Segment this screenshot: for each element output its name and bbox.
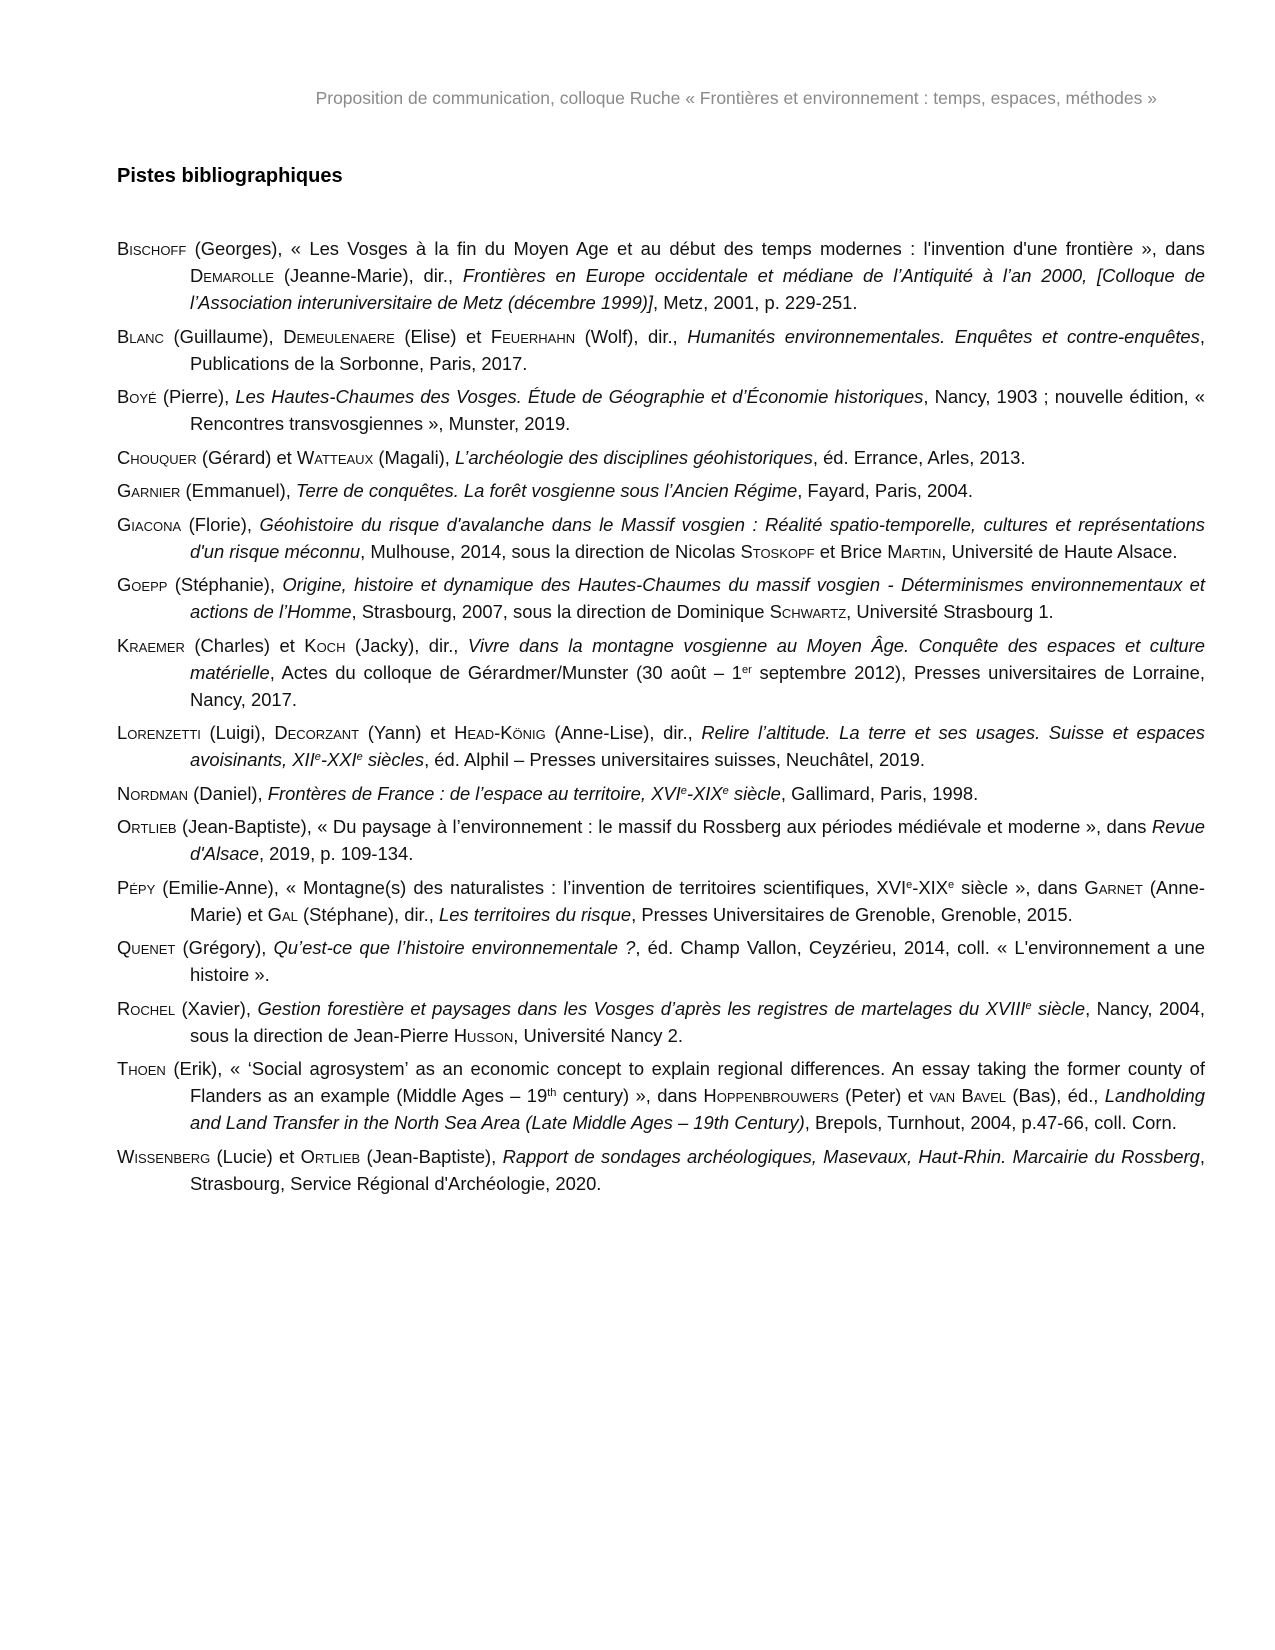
entry-text-segment: (Pierre), xyxy=(156,386,236,407)
entry-text-segment: Relire l’altitude. La terre et ses usages. Suisse et espaces avoisinants, XII xyxy=(190,722,1206,770)
entry-text-segment: century) », dans xyxy=(556,1085,704,1106)
entry-text-segment: Ortlieb xyxy=(300,1145,361,1167)
entry-text-segment: (Stéphanie), xyxy=(167,574,283,595)
entry-text-segment: , 2019, p. 109-134. xyxy=(258,843,414,864)
entry-text-segment: , Metz, 2001, p. 229-251. xyxy=(653,292,858,313)
bibliography-entry xyxy=(117,780,1205,807)
entry-text-segment: (Xavier), xyxy=(175,997,258,1019)
entry-text-segment: Demeulenaere xyxy=(283,325,395,347)
entry-text-segment: Gal xyxy=(267,903,298,925)
section-title: Pistes bibliographiques xyxy=(117,165,343,187)
entry-text-segment: L’archéologie des disciplines géohistoriques xyxy=(455,446,813,468)
entry-text-segment: th xyxy=(547,1087,557,1099)
bibliography-entry xyxy=(117,235,1205,316)
entry-text-segment: e xyxy=(722,784,729,797)
entry-text-segment: siècle », dans xyxy=(954,876,1085,898)
entry-text-segment: (Gérard) et xyxy=(196,446,297,468)
entry-text-segment: (Jean-Baptiste), xyxy=(360,1145,503,1167)
entry-text-segment: Husson xyxy=(453,1024,514,1046)
bibliography-entry xyxy=(117,323,1205,377)
bibliography-entry xyxy=(117,934,1205,988)
entry-text-segment: (Peter) et xyxy=(838,1085,930,1106)
entry-text-segment: Demarolle xyxy=(190,265,275,286)
entry-text-segment: -XIX xyxy=(686,782,723,804)
entry-text-segment: van Bavel xyxy=(929,1085,1007,1106)
entry-text-segment: Humanités environnementales. Enquêtes et contre-enquêtes xyxy=(687,325,1200,347)
entry-text-segment: siècle xyxy=(1031,997,1086,1019)
entry-text-segment: Pépy xyxy=(117,876,156,898)
entry-text-segment: , Mulhouse, 2014, sous la direction de Nicolas xyxy=(360,540,741,562)
entry-text-segment: , Université Nancy 2. xyxy=(513,1024,683,1046)
entry-text-segment: e xyxy=(1025,999,1032,1012)
entry-text-segment: , Gallimard, Paris, 1998. xyxy=(780,782,979,804)
entry-text-segment: , éd. Champ Vallon, Ceyzérieu, 2014, coll. « L'environnement a une histoire ». xyxy=(190,937,1205,985)
entry-text-segment: Gestion forestière et paysages dans les Vosges d’après les registres de martelages du XVIII xyxy=(257,997,1026,1019)
bibliography-entry xyxy=(117,477,1205,504)
entry-text-segment: (Jeanne-Marie), dir., xyxy=(274,265,463,286)
entry-text-segment: Vivre dans la montagne vosgienne au Moyen Âge. Conquête des espaces et culture matérielle xyxy=(190,634,1205,683)
entry-text-segment: siècles xyxy=(362,749,425,770)
entry-text-segment: Origine, histoire et dynamique des Hautes-Chaumes du massif vosgien - Déterminismes environnementaux et actions de l’Homme xyxy=(190,574,1205,622)
bibliography-entry xyxy=(117,632,1205,713)
entry-text-segment: , Université de Haute Alsace. xyxy=(941,540,1178,562)
entry-text-segment: (Bas), éd., xyxy=(1006,1085,1105,1106)
entry-text-segment: Decorzant xyxy=(274,722,360,743)
entry-text-segment: Garnet xyxy=(1084,876,1143,898)
entry-text-segment: (Erik), « ‘Social agrosystem’ as an economic concept to explain regional differences. An essay taking the former county of Flanders as an example (Middle Ages – 19 xyxy=(165,1058,1205,1106)
entry-text-segment: , Nancy, 1903 ; nouvelle édition, « Rencontres transvosgiennes », Munster, 2019. xyxy=(190,386,1205,434)
entry-text-segment: Schwartz xyxy=(769,601,847,622)
entry-text-segment: Revue d'Alsace xyxy=(190,816,1205,864)
entry-text-segment: , éd. Errance, Arles, 2013. xyxy=(812,446,1026,468)
entry-text-segment: (Florie), xyxy=(181,513,260,535)
page-header: Proposition de communication, colloque Ruche « Frontières et environnement : temps, espaces, méthodes » xyxy=(315,88,1157,108)
entry-text-segment: siècle xyxy=(728,782,781,804)
bibliography-entry xyxy=(117,383,1205,437)
entry-text-segment: Wissenberg xyxy=(117,1145,211,1167)
entry-text-segment: (Jean-Baptiste), « Du paysage à l’environnement : le massif du Rossberg aux périodes médiévale et moderne », dans xyxy=(176,816,1152,837)
entry-text-segment: Stoskopf xyxy=(740,540,815,562)
entry-text-segment: Ortlieb xyxy=(117,816,177,837)
entry-text-segment: -XIX xyxy=(912,876,948,898)
entry-text-segment: (Yann) et xyxy=(359,722,455,743)
bibliography-entry xyxy=(117,1055,1205,1136)
entry-text-segment: Boyé xyxy=(117,386,157,407)
entry-text-segment: Frontères de France : de l’espace au territoire, XVI xyxy=(267,782,681,804)
entry-text-segment: , Presses Universitaires de Grenoble, Grenoble, 2015. xyxy=(631,903,1073,925)
bibliography-entry xyxy=(117,995,1205,1049)
bibliography-entry xyxy=(117,874,1205,928)
entry-text-segment: (Charles) et xyxy=(184,634,305,656)
entry-text-segment: Goepp xyxy=(117,574,168,595)
entry-text-segment: Chouquer xyxy=(117,446,197,468)
bibliography-entry xyxy=(117,1143,1205,1197)
entry-text-segment: , Nancy, 2004, sous la direction de Jean-Pierre xyxy=(190,997,1205,1046)
entry-text-segment: (Daniel), xyxy=(188,782,268,804)
entry-text-segment: (Jacky), dir., xyxy=(345,634,468,656)
entry-text-segment: (Anne-Marie) et xyxy=(190,876,1205,925)
entry-text-segment: , Actes du colloque de Gérardmer/Munster (30 août – 1 xyxy=(269,661,743,683)
entry-text-segment: Quenet xyxy=(117,937,176,958)
entry-text-segment: (Luigi), xyxy=(200,722,275,743)
entry-text-segment: Koch xyxy=(304,634,346,656)
entry-text-segment: (Emmanuel), xyxy=(180,480,296,501)
entry-text-segment: , Strasbourg, 2007, sous la direction de Dominique xyxy=(351,601,770,622)
entry-text-segment: (Wolf), dir., xyxy=(575,325,688,347)
bibliography-entry xyxy=(117,813,1205,867)
entry-text-segment: (Georges), « Les Vosges à la fin du Moyen Age et au début des temps modernes : l'invention d'une frontière », dans xyxy=(186,238,1205,259)
entry-text-segment: Blanc xyxy=(117,325,164,347)
entry-text-segment: e xyxy=(680,784,687,797)
entry-text-segment: Rochel xyxy=(117,997,176,1019)
bibliography-entry xyxy=(117,719,1205,773)
entry-text-segment: Watteaux xyxy=(296,446,374,468)
entry-text-segment: e xyxy=(947,878,955,891)
entry-text-segment: (Emilie-Anne), « Montagne(s) des naturalistes : l’invention de territoires scientifiques, XVI xyxy=(155,876,907,898)
bibliography-list xyxy=(117,235,1205,1203)
entry-text-segment: Kraemer xyxy=(117,634,185,656)
entry-text-segment: (Grégory), xyxy=(175,937,274,958)
entry-text-segment: e xyxy=(906,878,913,891)
entry-text-segment: , Université Strasbourg 1. xyxy=(846,601,1054,622)
entry-text-segment: Martin xyxy=(887,540,942,562)
entry-text-segment: Terre de conquêtes. La forêt vosgienne sous l’Ancien Régime xyxy=(295,480,798,501)
entry-text-segment: Giacona xyxy=(117,513,182,535)
entry-text-segment: , Brepols, Turnhout, 2004, p.47-66, coll. Corn. xyxy=(804,1112,1177,1133)
entry-text-segment: Head-König xyxy=(454,722,546,743)
entry-text-segment: Qu’est-ce que l’histoire environnementale ? xyxy=(273,937,636,958)
entry-text-segment: Thoen xyxy=(117,1058,166,1079)
entry-text-segment: (Guillaume), xyxy=(163,325,284,347)
entry-text-segment: e xyxy=(356,751,363,763)
entry-text-segment: Nordman xyxy=(117,782,189,804)
bibliography-entry xyxy=(117,444,1205,471)
entry-text-segment: (Stéphane), dir., xyxy=(297,903,439,925)
entry-text-segment: , éd. Alphil – Presses universitaires suisses, Neuchâtel, 2019. xyxy=(424,749,925,770)
entry-text-segment: Bischoff xyxy=(117,238,187,259)
entry-text-segment: Frontières en Europe occidentale et médiane de l’Antiquité à l’an 2000, [Colloque de l’Association interuniversitaire de Metz (décembre 1999)] xyxy=(190,265,1205,313)
bibliography-entry xyxy=(117,571,1205,625)
entry-text-segment: Lorenzetti xyxy=(117,722,201,743)
entry-text-segment: -XXI xyxy=(320,749,357,770)
entry-text-segment: (Magali), xyxy=(373,446,456,468)
entry-text-segment: , Strasbourg, Service Régional d'Archéologie, 2020. xyxy=(190,1145,1206,1194)
entry-text-segment: er xyxy=(742,663,752,676)
entry-text-segment: Garnier xyxy=(117,480,181,501)
entry-text-segment: (Anne-Lise), dir., xyxy=(545,722,702,743)
entry-text-segment: Les territoires du risque xyxy=(438,903,632,925)
entry-text-segment: (Lucie) et xyxy=(210,1145,301,1167)
entry-text-segment: e xyxy=(314,751,321,763)
bibliography-entry xyxy=(117,511,1205,565)
entry-text-segment: Feuerhahn xyxy=(490,325,576,347)
entry-text-segment: Hoppenbrouwers xyxy=(703,1085,839,1106)
entry-text-segment: Landholding and Land Transfer in the North Sea Area (Late Middle Ages – 19th Century) xyxy=(190,1085,1205,1133)
entry-text-segment: Les Hautes-Chaumes des Vosges. Étude de Géographie et d’Économie historiques xyxy=(235,386,924,407)
entry-text-segment: septembre 2012), Presses universitaires de Lorraine, Nancy, 2017. xyxy=(190,661,1205,710)
entry-text-segment: , Publications de la Sorbonne, Paris, 2017. xyxy=(190,325,1205,374)
entry-text-segment: Géohistoire du risque d'avalanche dans le Massif vosgien : Réalité spatio-temporelle, cultures et représentations d'un risque méconnu xyxy=(190,513,1205,562)
entry-text-segment: Rapport de sondages archéologiques, Masevaux, Haut-Rhin. Marcairie du Rossberg xyxy=(502,1145,1200,1167)
entry-text-segment: (Elise) et xyxy=(394,325,491,347)
entry-text-segment: et Brice xyxy=(814,540,888,562)
entry-text-segment: , Fayard, Paris, 2004. xyxy=(797,480,974,501)
